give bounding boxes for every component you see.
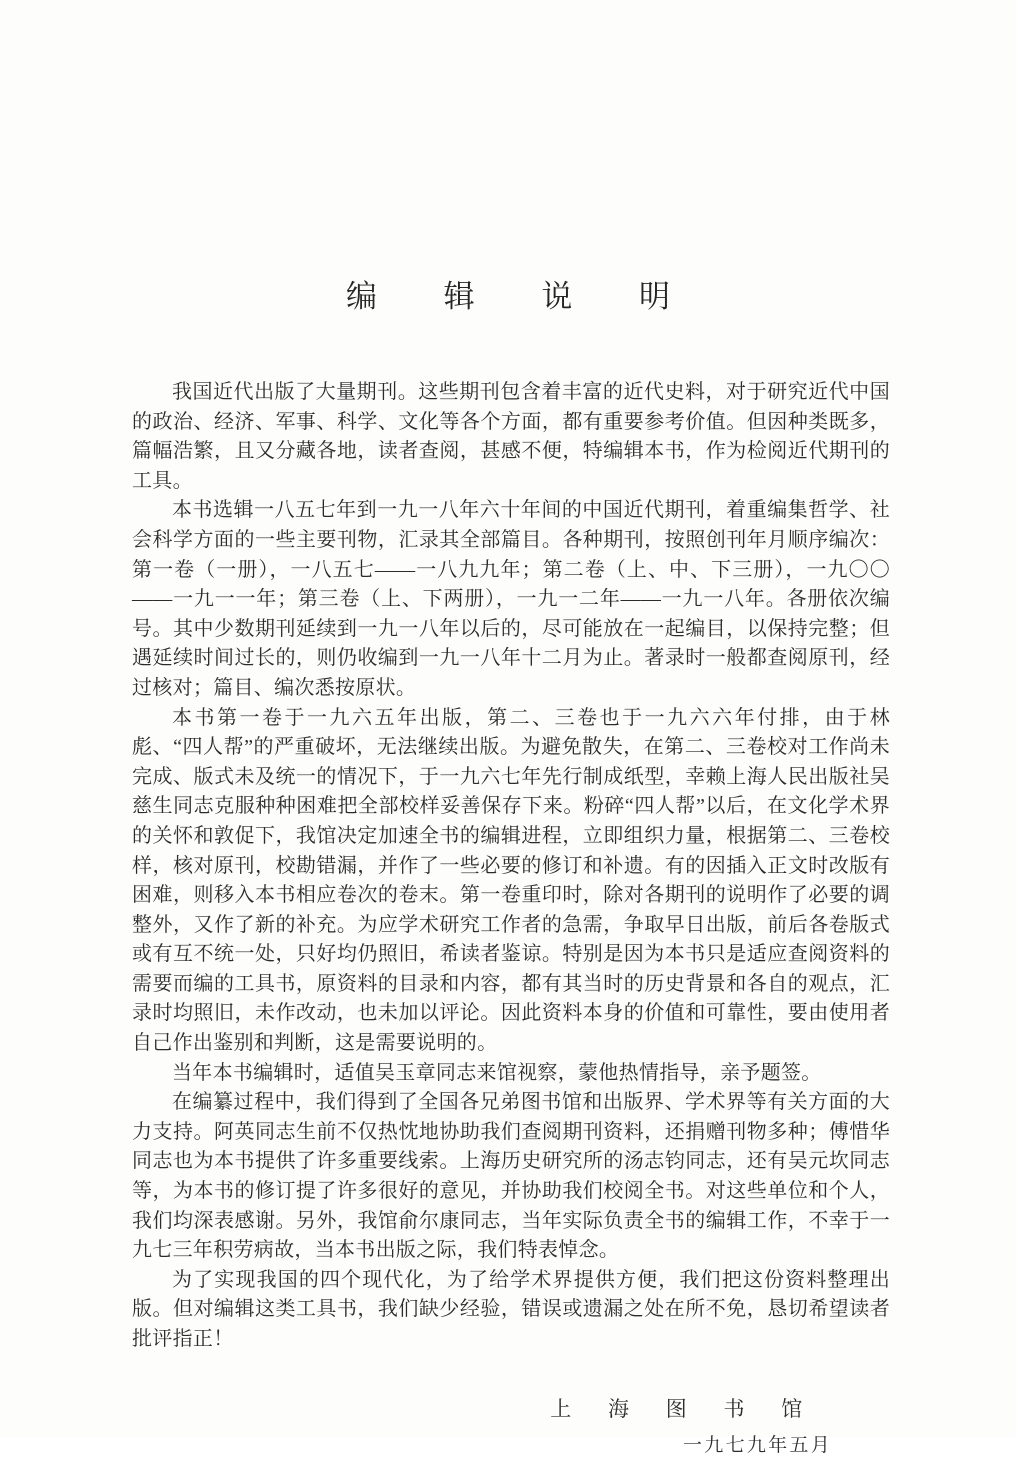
paragraph-acknowledgements: 在编纂过程中，我们得到了全国各兄弟图书馆和出版界、学术界等有关方面的大力支持。阿英同志生前不仅热忱地协助我们查阅期刊资料，还捐赠刊物多种；傅惜华同志也为本书提供了许多重要线索。上海历史研究所的汤志钧同志，还有吴元坎同志等，为本书的修订提了许多很好的意见，并协助我们校阅全书。对这些单位和个人，我们均深表感谢。另外，我馆俞尔康同志，当年实际负责全书的编辑工作，不幸于一九七三年积劳病故，当本书出版之际，我们特表悼念。 — [132, 1091, 890, 1262]
page-title: 编 辑 说 明 — [346, 279, 700, 314]
paragraph-inscription: 当年本书编辑时，适值吴玉章同志来馆视察，蒙他热情指导，亲予题签。 — [172, 1061, 822, 1084]
publication-date: 一九七九年五月 — [683, 1434, 832, 1456]
document-body — [132, 378, 890, 1355]
paragraph-scope: 本书选辑一八五七年到一九一八年六十年间的中国近代期刊，着重编集哲学、社会科学方面的一些主要刊物，汇录其全部篇目。各种期刊，按照创刊年月顺序编次：第一卷（一册），一八五七——一八九九年；第二卷（上、中、下三册），一九〇〇——一九一一年；第三卷（上、下两册），一九一二年——一九一八年。各册依次编号。其中少数期刊延续到一九一八年以后的，尽可能放在一起编目，以保持完整；但遇延续时间过长的，则仍收编到一九一八年十二月为止。著录时一般都查阅原刊，经过核对；篇目、编次悉按原状。 — [132, 499, 890, 699]
paragraph-history: 本书第一卷于一九六五年出版，第二、三卷也于一九六六年付排，由于林彪、“四人帮”的严重破坏，无法继续出版。为避免散失，在第二、三卷校对工作尚未完成、版式未及统一的情况下，于一九六七年先行制成纸型，幸赖上海人民出版社吴慈生同志克服种种困难把全部校样妥善保存下来。粉碎“四人帮”以后，在文化学术界的关怀和敦促下，我馆决定加速全书的编辑进程，立即组织力量，根据第二、三卷校样，核对原刊，校勘错漏，并作了一些必要的修订和补遗。有的因插入正文时改版有困难，则移入本书相应卷次的卷末。第一卷重印时，除对各期刊的说明作了必要的调整外，又作了新的补充。为应学术研究工作者的急需，争取早日出版，前后各卷版式或有互不统一处，只好均仍照旧，希读者鉴谅。特别是因为本书只是适应查阅资料的需要而编的工具书，原资料的目录和内容，都有其当时的历史背景和各自的观点，汇录时均照旧，未作改动，也未加以评论。因此资料本身的价值和可靠性，要由使用者自己作出鉴别和判断，这是需要说明的。 — [132, 706, 890, 1055]
paragraph-intro: 我国近代出版了大量期刊。这些期刊包含着丰富的近代史料，对于研究近代中国的政治、经济、军事、科学、文化等各个方面，都有重要参考价值。但因种类既多，篇幅浩繁，且又分藏各地，读者查阅，甚感不便，特编辑本书，作为检阅近代期刊的工具。 — [132, 381, 890, 492]
paragraph-closing: 为了实现我国的四个现代化，为了给学术界提供方便，我们把这份资料整理出版。但对编辑这类工具书，我们缺少经验，错误或遗漏之处在所不免，恳切希望读者批评指正！ — [132, 1268, 890, 1350]
publisher-signature: 上 海 图 书 馆 — [550, 1396, 818, 1421]
